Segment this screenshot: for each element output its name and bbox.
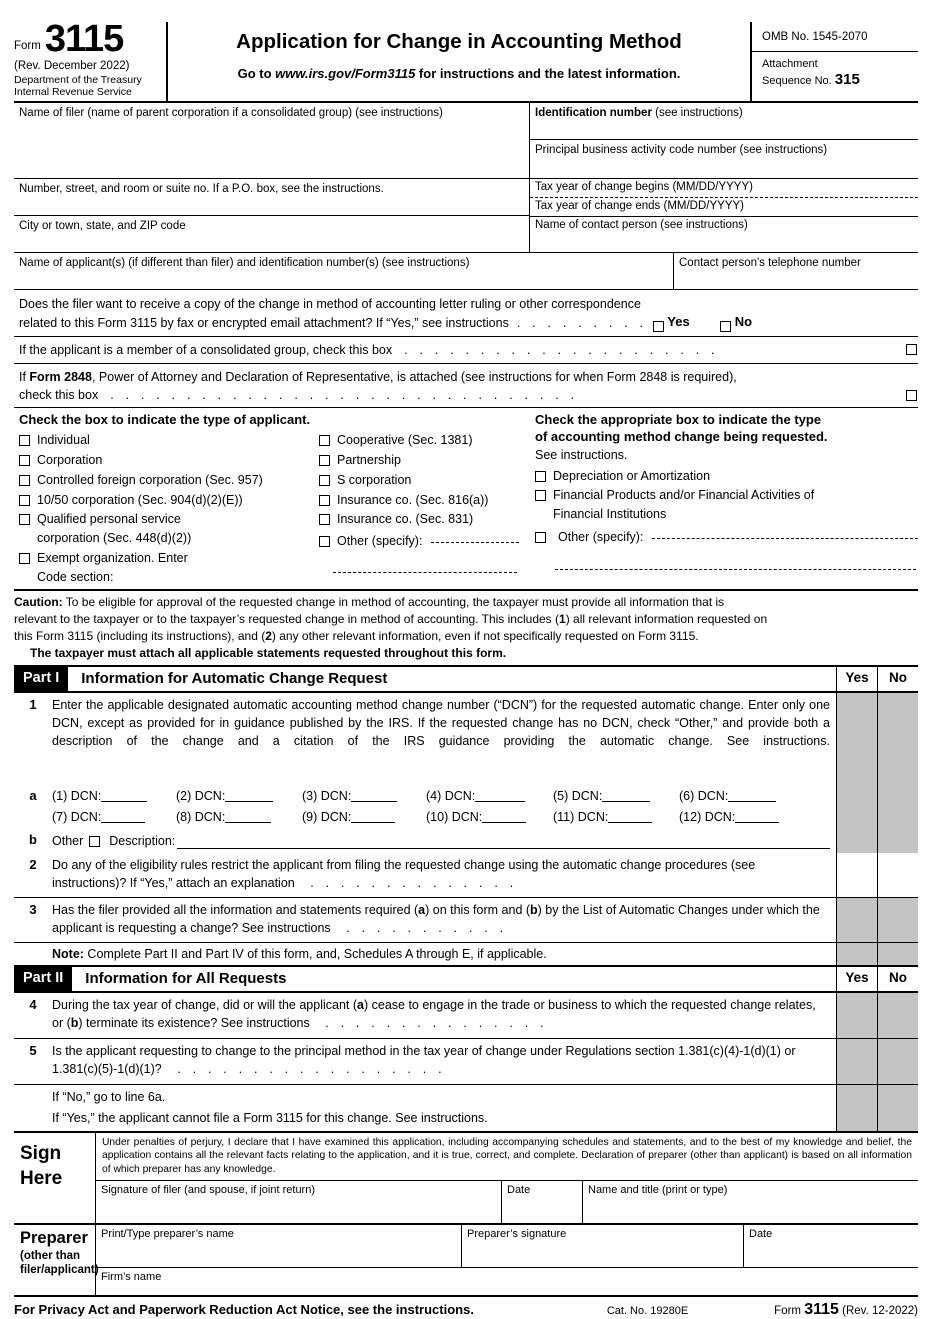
caution-paragraph: Caution: To be eligible for approval of the requested change in method of accounting, the taxpayer must provide all information that is relevant to the taxpayer or to the taxpayer’s requested change in method of accounting. This includes (1) all relevant information requested on this Form 3115 (including its instructions), and (2) any other relevant information, even if not specifically requested on Form 3115. The taxpayer must attach all applicable statements requested throughout this form. [14,595,768,661]
method-change-heading-2: of accounting method change being requested. [535,429,828,445]
name-and-title-field[interactable] [583,1181,918,1223]
page-title: Application for Change in Accounting Method [236,30,682,53]
leader-dots: . . . . . . . . . . . . . . . . . . . . . . . . . . . . . . . [110,388,579,403]
preparer-name-label: Print/Type preparer’s name [101,1227,234,1240]
filer-left-column [14,103,530,253]
method-change-depreciation[interactable]: Depreciation or Amortization [535,464,918,486]
checkbox-icon[interactable] [535,471,546,482]
contact-person-field[interactable] [530,217,918,253]
dcn-7[interactable]: (7) DCN: [52,808,176,826]
part-1-no-header: No [877,667,918,691]
part-2-line-5-sub-row [14,1084,918,1133]
description-label: Description: [109,834,176,849]
checkbox-icon[interactable] [19,514,30,525]
form-2848-line1: If Form 2848, Power of Attorney and Declaration of Representative, is attached (see instructions for when Form 2848 is required), [19,369,737,384]
line-number: 4 [29,997,37,1013]
line-1b-no-cell [877,829,918,852]
part-1-note-row [14,942,918,965]
dcn-entries [52,786,836,830]
principal-business-code-label: Principal business activity code number (see instructions) [535,143,828,156]
sequence-no-label: Sequence No. [762,75,832,88]
sequence-no-value: 315 [834,71,860,89]
signature-fields-row [96,1181,918,1223]
method-change-other-input[interactable] [652,528,918,539]
dcn-11[interactable]: (11) DCN: [553,808,679,826]
signature-date-label: Date [507,1183,531,1196]
street-address-label: Number, street, and room or suite no. If a P.O. box, see the instructions. [19,182,384,195]
applicants-row [14,253,918,290]
part-2-bar [14,965,918,993]
applicant-type-other-input-line2[interactable] [333,560,517,573]
goto-prefix: Go to [237,66,276,81]
form-number: 3115 [44,18,124,60]
consolidated-group-question [14,337,918,364]
method-change-other[interactable]: Other (specify): [535,524,918,547]
checkbox-icon[interactable] [535,532,546,543]
line-number: 2 [29,856,37,872]
leader-dots: . . . . . . . . . . . . . . . . . . . . . [404,342,719,357]
name-of-filer-label: Name of filer (name of parent corporation if a consolidated group) (see instructions) [19,106,443,119]
dcn-row-2 [52,805,830,826]
other-checkbox[interactable] [89,836,100,847]
preparer-name-field[interactable] [96,1225,462,1267]
line-5-if-yes: If “Yes,” the applicant cannot file a Form 3115 for this change. See instructions. [52,1111,488,1126]
applicant-type-qpsc-cont: corporation (Sec. 448(d)(2)) [37,531,192,546]
dcn-3[interactable]: (3) DCN: [302,787,426,805]
line-5-subtext [52,1085,836,1131]
line-2-yes-cell[interactable] [836,853,877,897]
applicant-type-other-input[interactable] [431,532,519,543]
identification-number-field[interactable] [530,103,918,140]
applicant-type-heading: Check the box to indicate the type of applicant. [19,412,311,428]
line-1a-yes-cell [836,786,877,830]
line-5-yes-cell[interactable] [836,1039,877,1084]
contact-person-label: Name of contact person (see instructions) [535,218,748,231]
form-sheet [14,18,918,1319]
preparer-signature-label: Preparer’s signature [467,1227,567,1240]
form-2848-bold: Form 2848 [29,369,92,384]
note-no-cell [877,943,918,965]
line-2-text: Do any of the eligibility rules restrict the applicant from filing the requested change using the automatic change procedures (see instructions)? If “Yes,” attach an explanation . . . . . . . . . . . . . . [52,857,756,891]
checkbox-icon[interactable] [19,553,30,564]
applicant-type-individual[interactable]: Individual [19,430,319,450]
line-5-if-no: If “No,” go to line 6a. [52,1090,166,1105]
privacy-notice: For Privacy Act and Paperwork Reduction Act Notice, see the instructions. [14,1301,474,1317]
checkbox-icon[interactable] [19,475,30,486]
method-change-column [530,411,918,586]
part-1-line-1b-row [14,829,918,852]
checkbox-icon[interactable] [19,455,30,466]
preparer-signature-field[interactable] [462,1225,744,1267]
line-1-text: Enter the applicable designated automatic accounting method change number (“DCN”) for the requested automatic change. Enter only one DCN, except as provided for in guidance published by the IRS. If the requested change has no DCN, check “Other,” and provide both a description of the change and a citation of the IRS guidance providing the automatic change. See instructions. [52,697,830,749]
type-selection-block [14,408,918,591]
tax-year-begins-field[interactable] [530,179,918,198]
dcn-1[interactable]: (1) DCN: [52,787,176,805]
method-change-see-instructions: See instructions. [535,447,628,462]
checkbox-icon[interactable] [319,536,330,547]
contact-phone-label: Contact person's telephone number [679,256,861,269]
other-label: Other [52,834,84,849]
line-4-text: During the tax year of change, did or will the applicant (a) cease to engage in the trade or business to which the requested change relates, or (b) terminate its existence? See instructions . . . . . . . . . . . . . . . [52,998,816,1031]
yes-label: Yes [667,314,690,330]
contact-phone-field[interactable] [674,253,918,289]
description-input[interactable] [177,834,830,849]
preparer-label: Preparer (other than filer/applicant) [14,1225,96,1295]
street-address-field[interactable] [14,179,529,216]
dcn-12[interactable]: (12) DCN: [679,808,779,826]
part-2-yes-header: Yes [836,967,877,991]
dcn-5[interactable]: (5) DCN: [553,787,679,805]
line-1b-yes-cell [836,829,877,852]
line-1-no-cell [877,693,918,786]
part-2-tag: Part II [14,967,72,991]
consolidated-group-text: If the applicant is a member of a consolidated group, check this box [19,342,393,357]
line-letter-b: b [29,832,37,848]
part-1-line-1a-row [14,786,918,830]
checkbox-icon[interactable] [319,475,330,486]
checkbox-icon[interactable] [19,495,30,506]
applicant-type-qpsc[interactable]: Qualified personal service [19,509,319,529]
attachment-label: Attachment [762,58,818,70]
line-number: 3 [29,901,37,917]
dcn-10[interactable]: (10) DCN: [426,808,553,826]
sign-here-label: Sign Here [14,1133,96,1223]
applicant-type-insurance-831[interactable]: Insurance co. (Sec. 831) [319,509,519,529]
city-state-zip-field[interactable] [14,216,529,253]
applicant-type-col1 [19,430,319,586]
department-name: Department of the Treasury Internal Revenue Service [14,73,142,98]
header-form-identity [14,18,166,101]
perjury-statement: Under penalties of perjury, I declare that I have examined this application, including accompanying schedules and statements, and to the best of my knowledge and belief, the application contains all the relevant facts relating to the application, and it is true, correct, and complete. Declaration of preparer (other than applicant) is based on all information of which preparer has any knowledge. [96,1133,918,1181]
line-1b-other [52,829,836,852]
omb-number: OMB No. 1545-2070 [752,22,918,52]
applicant-type-col2 [319,430,519,586]
copy-question-line1: Does the filer want to receive a copy of the change in method of accounting letter ruling or other correspondence [19,296,641,311]
part-1-title: Information for Automatic Change Request [81,669,388,687]
yes-checkbox[interactable] [653,321,664,332]
applicant-type-cooperative[interactable]: Cooperative (Sec. 1381) [319,430,519,450]
part-1-yes-header: Yes [836,667,877,691]
form-2848-checkbox[interactable] [906,390,917,401]
tax-year-ends-field[interactable] [530,198,918,217]
applicant-type-insurance-816a[interactable]: Insurance co. (Sec. 816(a)) [319,490,519,510]
checkbox-icon[interactable] [319,495,330,506]
line-1-yes-cell [836,693,877,786]
header-omb-block [752,22,918,101]
dcn-8[interactable]: (8) DCN: [176,808,302,826]
line-number: 1 [29,696,37,712]
line-4-yes-cell[interactable] [836,993,877,1038]
checkbox-icon[interactable] [535,490,546,501]
applicant-type-partnership[interactable]: Partnership [319,450,519,470]
part-2-no-header: No [877,967,918,991]
filer-information-block [14,103,918,253]
applicant-type-1050-corp[interactable]: 10/50 corporation (Sec. 904(d)(2)(E)) [19,490,319,510]
signature-of-filer-label: Signature of filer (and spouse, if joint return) [101,1183,316,1196]
header-title-block [166,22,752,101]
leader-dots: . . . . . . . . . . . . . . . . . . [177,1062,446,1077]
part-1-tag: Part I [14,667,68,691]
line-5-sub-yes-cell [836,1085,877,1131]
signature-of-filer-field[interactable] [96,1181,502,1223]
part-1-bar [14,665,918,693]
applicant-type-other[interactable]: Other (specify): [319,529,519,551]
copy-of-ruling-question [14,290,918,337]
name-of-filer-field[interactable] [14,103,529,179]
firm-name-label: Firm’s name [101,1270,162,1283]
dcn-2[interactable]: (2) DCN: [176,787,302,805]
leader-dots: . . . . . . . . . . . . . . [310,876,518,891]
footer-form-identity: Form 3115 (Rev. 12-2022) [774,1300,918,1318]
sign-here-content [96,1133,918,1223]
checkbox-icon[interactable] [319,455,330,466]
applicants-names-field[interactable] [14,253,674,289]
line-5-text: Is the applicant requesting to change to the principal method in the tax year of change under Regulations section 1.381(c)(4)-1(d)(1) or 1.381(c)(5)-1(d)(1)? . . . . . . . . . . . . . . . . . . [52,1044,796,1077]
part-2-line-5-row [14,1038,918,1084]
method-change-heading-1: Check the appropriate box to indicate the type [535,412,822,428]
line-3-text: Has the filer provided all the information and statements required (a) on this form and (b) by the List of Automatic Changes under which the applicant is requesting a change? See instructions . . . . . . . . . . . [52,902,820,936]
caution-label: Caution: [14,595,63,610]
line-3-no-cell[interactable] [877,898,918,942]
applicants-label: Name of applicant(s) (if different than filer) and identification number(s) (see instructions) [19,256,470,269]
form-2848-line2: check this box [19,388,99,403]
applicant-type-cfc[interactable]: Controlled foreign corporation (Sec. 957) [19,470,319,490]
tax-year-ends-label: Tax year of change ends (MM/DD/YYYY) [535,199,744,212]
applicant-type-code-section-label: Code section: [37,569,114,584]
identification-number-hint: (see instructions) [651,106,743,119]
principal-business-code-field[interactable] [530,140,918,179]
part-2-title: Information for All Requests [85,969,287,987]
part-1-note: Note: Complete Part II and Part IV of this form, and, Schedules A through E, if applicable. [52,946,547,961]
filer-right-column [530,103,918,253]
attachment-sequence [752,52,918,93]
form-revision: (Rev. December 2022) [14,59,130,72]
part-1-line-3-row [14,897,918,942]
form-label: Form [14,39,41,52]
form-footer [14,1295,918,1319]
city-state-zip-label: City or town, state, and ZIP code [19,219,186,232]
line-3-yes-cell[interactable] [836,898,877,942]
consolidated-group-checkbox[interactable] [906,344,917,355]
note-yes-cell [836,943,877,965]
note-label: Note: [52,946,84,961]
line-5-no-cell[interactable] [877,1039,918,1084]
line-2-no-cell[interactable] [877,853,918,897]
leader-dots: . . . . . . . . . [516,315,648,330]
leader-dots: . . . . . . . . . . . [346,921,508,936]
preparer-date-label: Date [749,1227,773,1240]
sign-here-block [14,1133,918,1223]
dcn-4[interactable]: (4) DCN: [426,787,553,805]
preparer-fields-row [96,1225,918,1268]
copy-question-line2: related to this Form 3115 by fax or encrypted email attachment? If “Yes,” see instructions [19,315,509,330]
applicant-type-column [14,411,530,586]
form-header [14,18,918,103]
line-4-no-cell[interactable] [877,993,918,1038]
no-checkbox[interactable] [720,321,731,332]
applicant-type-s-corporation[interactable]: S corporation [319,470,519,490]
preparer-content [96,1225,918,1295]
method-change-financial-products[interactable]: Financial Products and/or Financial Activities of [535,485,918,505]
part-1-line-1-row [14,693,918,786]
leader-dots: . . . . . . . . . . . . . . . [325,1016,548,1031]
dcn-row-1 [52,787,830,805]
checkbox-icon[interactable] [319,435,330,446]
catalog-number: Cat. No. 19280E [606,1304,689,1317]
dcn-9[interactable]: (9) DCN: [302,808,426,826]
identification-number-label: Identification number [535,106,652,119]
checkbox-icon[interactable] [319,514,330,525]
goto-suffix: for instructions and the latest information. [415,66,681,81]
goto-instructions [174,66,744,81]
line-5-sub-no-cell [877,1085,918,1131]
tax-year-begins-label: Tax year of change begins (MM/DD/YYYY) [535,180,753,193]
part-1-line-2-row [14,853,918,897]
applicant-type-corporation[interactable]: Corporation [19,450,319,470]
method-change-financial-products-cont: Financial Institutions [553,507,667,522]
line-1a-no-cell [877,786,918,830]
method-change-other-input-line2[interactable] [555,557,916,570]
line-letter-a: a [29,787,37,803]
preparer-block [14,1223,918,1295]
line-number: 5 [29,1043,37,1059]
signature-date-field[interactable] [502,1181,583,1223]
no-label: No [734,314,753,330]
irs-url-link[interactable]: www.irs.gov/Form3115 [275,66,416,81]
name-and-title-label: Name and title (print or type) [588,1183,728,1196]
part-2-line-4-row [14,993,918,1038]
checkbox-icon[interactable] [19,435,30,446]
dcn-6[interactable]: (6) DCN: [679,787,776,805]
firm-name-field[interactable] [96,1268,918,1295]
preparer-date-field[interactable] [744,1225,918,1267]
caution-attach-statement: The taxpayer must attach all applicable statements requested throughout this form. [30,646,507,661]
applicant-type-exempt-org[interactable]: Exempt organization. Enter [19,548,319,568]
form-2848-question [14,364,918,408]
